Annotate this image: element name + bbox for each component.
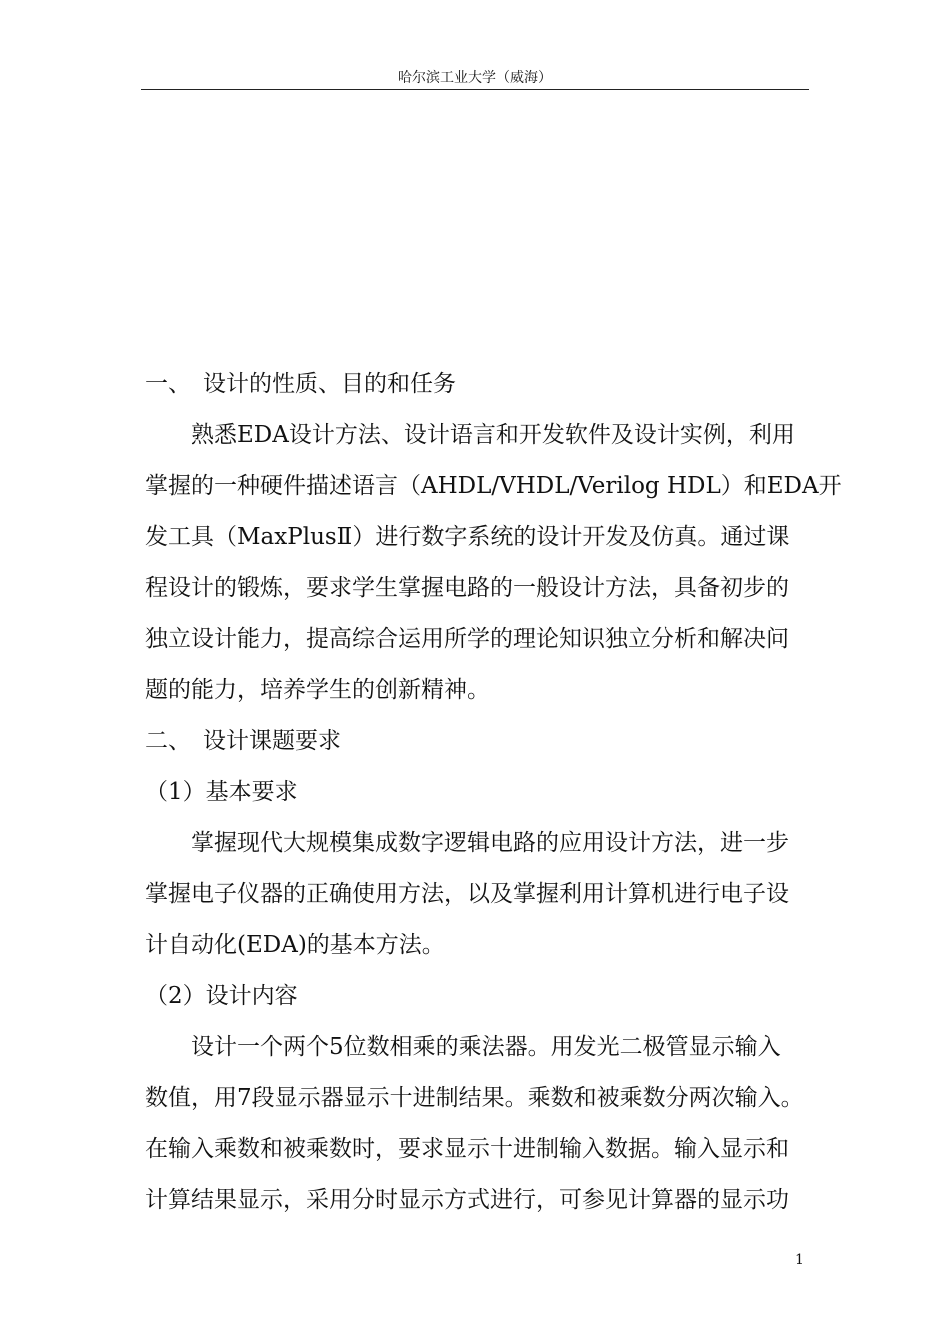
header-divider — [141, 89, 809, 90]
paragraph-line: 设计一个两个5位数相乘的乘法器。用发光二极管显示输入 — [191, 1034, 781, 1060]
subsection-heading-design-content: （2）设计内容 — [145, 983, 298, 1009]
section-title: 设计的性质、目的和任务 — [203, 371, 456, 397]
paragraph-line: 掌握现代大规模集成数字逻辑电路的应用设计方法，进一步 — [191, 830, 789, 856]
paragraph-line: 发工具（MaxPlusⅡ）进行数字系统的设计开发及仿真。通过课 — [145, 524, 790, 550]
section-number: 二、 — [145, 728, 191, 754]
paragraph-line: 数值，用7段显示器显示十进制结果。乘数和被乘数分两次输入。 — [145, 1085, 804, 1111]
section-heading-1 — [145, 363, 810, 414]
paragraph-line: 独立设计能力，提高综合运用所学的理论知识独立分析和解决问 — [145, 626, 789, 652]
paragraph-line: 程设计的锻炼，要求学生掌握电路的一般设计方法，具备初步的 — [145, 575, 789, 601]
section-number: 一、 — [145, 371, 191, 397]
paragraph-line: 题的能力，培养学生的创新精神。 — [145, 677, 490, 703]
paragraph-line: 掌握电子仪器的正确使用方法，以及掌握利用计算机进行电子设 — [145, 881, 789, 907]
paragraph-line: 计算结果显示，采用分时显示方式进行，可参见计算器的显示功 — [145, 1187, 789, 1213]
section-title: 设计课题要求 — [203, 728, 341, 754]
subsection-heading-basic-requirements: （1）基本要求 — [145, 779, 298, 805]
page-header: 哈尔滨工业大学（威海） — [398, 70, 552, 86]
paragraph-line: 计自动化(EDA)的基本方法。 — [145, 932, 445, 958]
document-body — [145, 363, 842, 1230]
section-heading-2 — [145, 720, 810, 771]
paragraph-line: 在输入乘数和被乘数时，要求显示十进制输入数据。输入显示和 — [145, 1136, 789, 1162]
page-number: 1 — [795, 1252, 804, 1268]
paragraph-line: 熟悉EDA设计方法、设计语言和开发软件及设计实例，利用 — [191, 422, 795, 448]
paragraph-line: 掌握的一种硬件描述语言（AHDL/VHDL/Verilog HDL）和EDA开 — [145, 473, 842, 499]
